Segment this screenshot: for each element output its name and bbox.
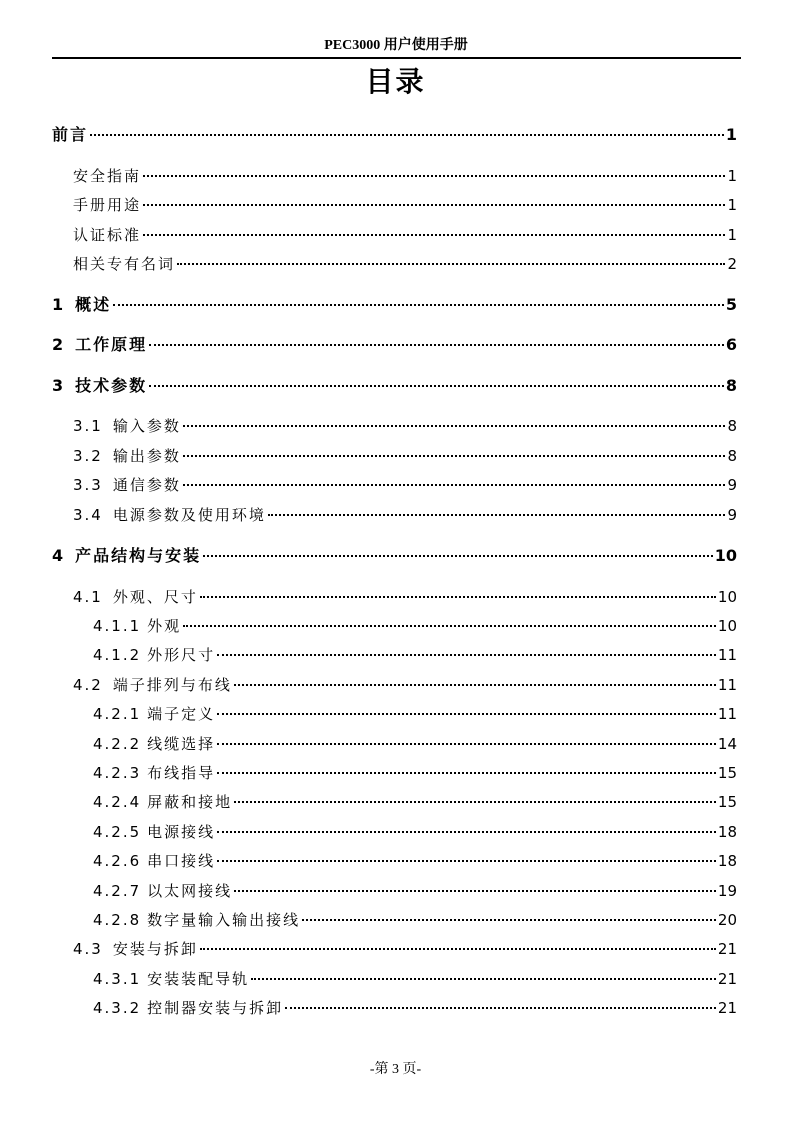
toc-entry[interactable]: [73, 937, 737, 961]
toc-entry-title: 端子定义: [147, 705, 216, 723]
toc-entry-number: 3.4: [73, 506, 103, 524]
toc-entry[interactable]: [93, 820, 737, 844]
toc-entry-page: 1: [727, 196, 737, 214]
toc-entry[interactable]: [93, 790, 737, 814]
toc-entry-title: 布线指导: [147, 764, 216, 782]
toc-entry-page: 10: [717, 617, 737, 635]
toc-entry-title: 外观、尺寸: [112, 588, 198, 606]
toc-entry-number: 4.3.2: [93, 999, 142, 1017]
toc-entry[interactable]: [93, 761, 737, 785]
page-footer: -第 3 页-: [369, 1062, 422, 1077]
toc-entry[interactable]: [93, 879, 737, 903]
page-title: 目录: [365, 65, 426, 98]
toc-entry-page: 18: [717, 823, 737, 841]
toc-entry-number: 4.1.2: [93, 646, 142, 664]
toc-dot-leader: [234, 890, 716, 892]
toc-dot-leader: [217, 772, 716, 774]
toc-entry-title: 数字量输入输出接线: [147, 911, 301, 929]
toc-entry-number: 4: [52, 546, 64, 565]
toc-dot-leader: [183, 484, 726, 486]
toc-entry-title: 安全指南: [73, 167, 142, 185]
toc-entry[interactable]: [93, 967, 737, 991]
toc-entry-number: 4.3: [73, 940, 103, 958]
toc-entry-page: 11: [717, 705, 737, 723]
toc-dot-leader: [234, 801, 716, 803]
toc-entry-number: 4.1.1: [93, 617, 142, 635]
toc-entry-page: 1: [725, 125, 737, 144]
toc-entry[interactable]: [93, 908, 737, 932]
toc-entry[interactable]: [73, 193, 737, 217]
toc-dot-leader: [183, 455, 726, 457]
toc-dot-leader: [285, 1007, 716, 1009]
toc-entry-page: 10: [714, 546, 737, 565]
toc-entry-number: 1: [52, 295, 64, 314]
toc-entry-page: 9: [727, 476, 737, 494]
toc-entry[interactable]: [52, 374, 737, 398]
toc-entry-page: 1: [727, 226, 737, 244]
toc-entry-title: 输入参数: [112, 417, 181, 435]
toc-entry-number: 4.2.5: [93, 823, 142, 841]
toc-entry[interactable]: [93, 614, 737, 638]
toc-entry-page: 21: [717, 970, 737, 988]
toc-entry[interactable]: [52, 333, 737, 357]
toc-entry-page: 6: [725, 335, 737, 354]
toc-entry-page: 10: [717, 588, 737, 606]
toc-entry[interactable]: [52, 293, 737, 317]
toc-entry-page: 1: [727, 167, 737, 185]
toc-entry[interactable]: [52, 123, 737, 147]
toc-entry-page: 8: [727, 417, 737, 435]
toc-entry-number: 4.2.8: [93, 911, 142, 929]
toc-entry[interactable]: [73, 585, 737, 609]
toc-entry-page: 14: [717, 735, 737, 753]
toc-entry-title: 认证标准: [73, 226, 142, 244]
toc-entry-page: 19: [717, 882, 737, 900]
toc-entry-number: 4.1: [73, 588, 103, 606]
toc-dot-leader: [177, 263, 725, 265]
toc-entry[interactable]: [93, 996, 737, 1020]
toc-dot-leader: [234, 684, 716, 686]
toc-entry-title: 安装装配导轨: [147, 970, 250, 988]
toc-dot-leader: [149, 385, 724, 387]
toc-dot-leader: [149, 344, 724, 346]
toc-dot-leader: [302, 919, 716, 921]
toc-dot-leader: [143, 204, 725, 206]
toc-entry-page: 21: [717, 999, 737, 1017]
toc-entry-number: 4.2.7: [93, 882, 142, 900]
toc-entry-page: 8: [725, 376, 737, 395]
toc-dot-leader: [200, 948, 716, 950]
toc-entry-page: 15: [717, 764, 737, 782]
toc-entry-number: 3.2: [73, 447, 103, 465]
toc-entry-title: 输出参数: [112, 447, 181, 465]
toc-entry-number: 3.1: [73, 417, 103, 435]
toc-entry-title: 前言: [52, 125, 89, 144]
toc-entry-title: 串口接线: [147, 852, 216, 870]
toc-entry[interactable]: [73, 503, 737, 527]
toc-entry-number: 4.2.4: [93, 793, 142, 811]
toc-entry[interactable]: [73, 414, 737, 438]
toc-entry-page: 8: [727, 447, 737, 465]
toc-dot-leader: [217, 860, 716, 862]
toc-entry[interactable]: [73, 673, 737, 697]
toc-entry-number: 4.2.1: [93, 705, 142, 723]
toc-entry[interactable]: [93, 849, 737, 873]
toc-entry[interactable]: [73, 444, 737, 468]
toc-entry-number: 3.3: [73, 476, 103, 494]
toc-entry-number: 4.2.2: [93, 735, 142, 753]
toc-entry[interactable]: [52, 544, 737, 568]
toc-dot-leader: [90, 134, 724, 136]
toc-entry-number: 4.2.6: [93, 852, 142, 870]
toc-entry-number: 4.2: [73, 676, 103, 694]
toc-dot-leader: [143, 234, 725, 236]
toc-entry-number: 3: [52, 376, 64, 395]
toc-entry[interactable]: [93, 643, 737, 667]
toc-dot-leader: [217, 713, 716, 715]
toc-entry-page: 11: [717, 646, 737, 664]
toc-entry-title: 以太网接线: [147, 882, 233, 900]
toc-entry-page: 18: [717, 852, 737, 870]
toc-entry[interactable]: [93, 702, 737, 726]
toc-entry-title: 概述: [75, 295, 112, 314]
toc-entry-page: 15: [717, 793, 737, 811]
toc-entry-title: 安装与拆卸: [112, 940, 198, 958]
toc-entry[interactable]: [73, 223, 737, 247]
toc-entry-title: 电源接线: [147, 823, 216, 841]
toc-dot-leader: [200, 596, 716, 598]
toc-entry-title: 电源参数及使用环境: [112, 506, 266, 524]
toc-dot-leader: [143, 175, 725, 177]
toc-entry-title: 相关专有名词: [73, 255, 176, 273]
toc-entry-title: 工作原理: [75, 335, 148, 354]
running-header: PEC3000 用户使用手册: [324, 38, 468, 53]
toc-entry-title: 端子排列与布线: [112, 676, 232, 694]
toc-entry-page: 5: [725, 295, 737, 314]
toc-entry-number: 4.3.1: [93, 970, 142, 988]
toc-dot-leader: [183, 625, 716, 627]
toc-entry-page: 20: [717, 911, 737, 929]
toc-entry-title: 线缆选择: [147, 735, 216, 753]
toc-entry-title: 屏蔽和接地: [147, 793, 233, 811]
toc-entry-page: 11: [717, 676, 737, 694]
toc-entry[interactable]: [73, 473, 737, 497]
toc-entry-page: 21: [717, 940, 737, 958]
toc-entry-title: 通信参数: [112, 476, 181, 494]
toc-entry[interactable]: [73, 252, 737, 276]
toc-entry-title: 外形尺寸: [147, 646, 216, 664]
toc-dot-leader: [203, 555, 713, 557]
toc-dot-leader: [183, 425, 726, 427]
toc-dot-leader: [113, 304, 724, 306]
toc-dot-leader: [217, 743, 716, 745]
toc-entry-title: 产品结构与安装: [75, 546, 202, 565]
toc-entry[interactable]: [93, 732, 737, 756]
toc-dot-leader: [217, 831, 716, 833]
toc-entry-title: 技术参数: [75, 376, 148, 395]
toc-entry-title: 控制器安装与拆卸: [147, 999, 284, 1017]
toc-entry-number: 4.2.3: [93, 764, 142, 782]
toc-entry[interactable]: [73, 164, 737, 188]
toc-dot-leader: [217, 654, 716, 656]
toc-entry-page: 2: [727, 255, 737, 273]
toc-entry-page: 9: [727, 506, 737, 524]
toc-entry-title: 外观: [147, 617, 182, 635]
toc-dot-leader: [251, 978, 716, 980]
toc-entry-title: 手册用途: [73, 196, 142, 214]
toc-entry-number: 2: [52, 335, 64, 354]
toc-dot-leader: [268, 514, 726, 516]
